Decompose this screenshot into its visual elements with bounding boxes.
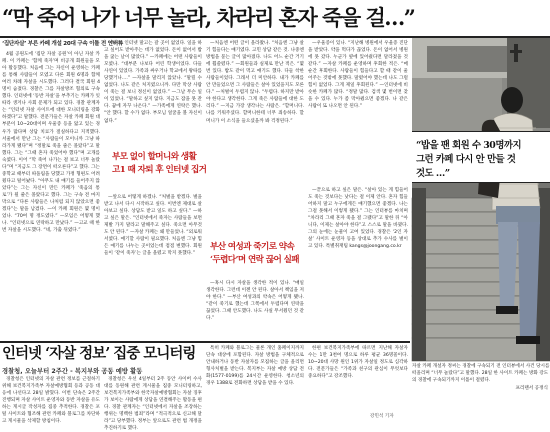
column-2-boxhead xyxy=(112,151,207,177)
bottom-column-4-body: 한편 보건복지가족부에 따르면 지난해 자살자 수는 1만 3천여 명으로 하루 평균 36명꼴이다. 10~20대 사망 원인 1위가 자살일 정도로 심각하다. 전문가들은 “가족과 친구의 관심이 무엇보다 중요하다”고 강조했다. xyxy=(308,346,408,380)
column-4-body-cont: —끝으로 하고 싶은 말은. “살아 있는 게 힘들어도 죽는 것보다는 낫다는 걸 이제 안다. 혼자 힘들어하지 말고 누구에게든 얘기했으면 좋겠다. 나는 그걸 못해서 이렇게 됐다.” 그는 인터뷰를 마치며 “차라리 그때 혼자 죽을 걸 그랬다”고 말한 뒤 “아니다, 이제는 살아야 한다”고 스스로 말을 바꿨다. 그의 눈에는 눈물이 고여 있었다. 경찰은 ‘2인 자살’ 사이트 운영자 등을 상대로 추가 수사를 벌이고 있다. 특별취재팀 kangs@joongang.co.kr xyxy=(308,188,408,250)
boxhead-line-2: ‘두렵다’며 연락 끊어 실패 xyxy=(210,255,299,265)
bottom-column-2-body: 경찰청은 우선 4일부터 2주 동안 사이버 수사대를 동원해 관련 게시물을 집중 모니터링하고, 보건복지가족부와 한국자살예방협회는 자살 징후가 보이는 사람에게 상담을 연결해주는 활동을 편다. 경찰 관계자는 “인터넷에서 자살을 조장하는 행위는 명백한 범죄”라며 “적극적으로 신고해 달라”고 당부했다. 정부는 앞으로도 관련 법 개정을 추진하기로 했다. xyxy=(104,377,202,432)
caption-text: 자살 카페 개설자 정씨는 경찰에 구속되기 전 인터뷰에서 사건 당시를 떠올리며 “너무 놀랐다”고 말했다. 28일 한 사이트 카페는 방화 강도의 경찰에 구속되기까지 이틀이 걸렸다. xyxy=(412,364,550,384)
bottom-column-1 xyxy=(2,376,100,425)
pull-quote xyxy=(412,131,550,183)
news-photo xyxy=(412,38,550,361)
column-1-body: 4월 공원도에 ‘집단 자살 공원’이 아닌 자살 카페. 이 카페는 ‘함께 죽자’며 비공개 회원들을 모아 활동했다. 처음에 그는 자신이 운영하는 카페를 통해 사람들이 모였고 다른 회원 6명과 함께 여러 차례 자살을 시도했다. 그러다 결국 회원 4명이 숨졌다. 경찰은 그를 자살방조 혐의로 구속했다. 인터넷에 ‘동반 자살’을 부추기는 카페가 잇따라 생겨나 사회 문제가 되고 있다. 경찰 관계자는 “인터넷 자살 사이트에 대한 모니터링을 강화하겠다”고 말했다. 전문가들은 자살 카페 회원 대부분이 10~20대이며 우울증 등을 앓고 있는 경우가 많다며 상담 치료가 절실하다고 지적했다. 서울에서 만난 그는 “사람들이 모이니까 그냥 따라가게 됐다”며 “정말로 죽을 줄은 몰랐다”고 말했다. 그는 “그때 혼자 죽었어야 했다”며 고개를 숙였다. 이어 “막 죽어 나가는 걸 보고 너무 놀랐다”며 “지금도 그 장면이 떠오른다”고 했다. 그는 중학교 때부터 따돌림을 당했고 가정 형편도 어려웠다고 털어놨다. “아무도 내 얘기를 들어주지 않았다”는 그는 자신이 만든 카페가 ‘죽음의 통로’가 될 줄은 몰랐다고 했다. 그는 구속 전 마지막으로 “다른 사람들은 나처럼 되지 않았으면 좋겠다”는 말을 남겼다. —이 카페 회원은 몇 명이었나. “70여 명 정도였다.” —모임은 어떻게 했나. “인터넷으로 연락하고 만났다.” —고교 때 한 번 자살을 시도했다. “네, 가출 뒤였다.” xyxy=(2,52,100,234)
boxhead-line-1: 부모 없이 할머니와 생활 xyxy=(112,152,197,162)
secondary-headline: 인터넷 ‘자살 정보’ 집중 모니터링 xyxy=(2,345,196,362)
boxhead-line-1: 부산 여성과 죽기로 약속 xyxy=(210,242,295,252)
article-subhead: ‘집단자살’ 부른 카페 개설 20대 구속 이틀 전 인터뷰 xyxy=(2,41,123,47)
pull-quote-line-3: 것도 …” xyxy=(416,168,450,179)
column-3-body: —처음엔 어떤 글이 올라왔나. “처음엔 그냥 살기 힘들다는 얘기였다. 고민 상담 같은 것. 나중엔 방법을 묻는 글이 많아졌다. 나도 어느 순간 거기에 휩쓸렸다.” —회원들과 실제로 만난 적은. “몇 번 있다. 밥도 같이 먹고 얘기도 했다. 다들 착한 사람들이었다. 그래서 더 미안하다. 내가 카페를 안 만들었으면 그 사람들은 살아 있었을지도 모른다.” —처벌이 두렵지 않나. “두렵다. 하지만 받아야 한다고 생각한다. 그게 죽은 사람들에 대한 도리다.” —지금 가장 생각나는 사람은. “할머니다. 나를 키워주셨다. 할머니한테 너무 죄송하다. 할머니가 이 소식을 들으셨을까 봐 걱정된다.” xyxy=(206,41,304,124)
photo-credit: 프리랜서 공정식 xyxy=(515,386,548,392)
pull-quote-line-1: “밥을 팬 회원 수 30명까지 xyxy=(416,140,522,151)
main-headline: “막 죽어 나가 너무 놀라, 차라리 혼자 죽을 걸…” xyxy=(2,5,415,30)
bottom-column-2 xyxy=(104,376,202,432)
article-column-4 xyxy=(308,40,408,339)
column-4-body: —우울증이 있나. “지난해 병원에서 우울증 진단을 받았다. 약을 먹다가 끊었다. 돈이 없어서 병원에 못 갔다. 누군가 옆에 있어줬다면 달라졌을 것 같다.” —자살 카페를 운영하며 후회한 적은. “매 순간 후회한다. 사람들이 힘들다고 할 때 같이 울어주는 것밖에 못했다. 말렸어야 했는데 나도 그럴 힘이 없었다. 그게 제일 후회된다.” —인터넷에 비슷한 카페가 많다. “정말 많다. 검색 몇 번이면 찾을 수 있다. 누가 좀 막아줬으면 좋겠다. 나 같은 사람이 또 나오면 안 된다.” xyxy=(308,41,408,110)
boxhead-line-2: 고1 때 자퇴 후 인터넷 집거 xyxy=(112,165,207,175)
pull-quote-line-2: 그런 카페 다시 안 만들 것 xyxy=(416,154,516,165)
section-rule xyxy=(0,341,410,343)
bottom-column-1-body: 경찰청은 인터넷의 자살 관련 정보를 근절하기 위해 보건복지가족부 자살예방협회 등과 공동 대응에 나선다고 28일 밝혔다. 이번 단속은 2주간 진행되며 자살 사이트 운영자와 동반 자살을 유도하는 게시글 작성자를 집중 추적한다. 경찰은 포털 사이트와 협조해 관련 카페와 블로그를 차단하고 게시물을 삭제할 방침이다. xyxy=(2,377,100,425)
photo-man-climbing-stairs xyxy=(412,38,550,361)
column-3-boxhead xyxy=(210,241,306,267)
photo-caption xyxy=(412,363,550,392)
bottom-column-4 xyxy=(308,345,408,413)
article-column-1 xyxy=(2,40,123,339)
bottom-column-3-body: 특히 카페와 블로그는 물론 개인 홈페이지까지 단속 대상에 포함된다. 자살 방법을 구체적으로 안내하거나 동반 자살자를 모집하는 글을 올리면 형사처벌을 받는다. 복지부는 자살 예방 상담 전화(1577-0199)를 24시간 운영한다. 청소년의 경우 1388로 전화하면 상담을 받을 수 있다. xyxy=(206,346,304,387)
article-column-2 xyxy=(104,40,207,339)
column-2-body: “(당시) 인터넷 말고는 갈 곳이 없었다. 일을 하고 싶어도 받아주는 데가 없었다. 돈이 없어서 밥을 굶는 날이 많았다.” —카페에는 어떤 사람들이 모였나. “대부분 나보다 어린 학생이었다. 다들 사연이 있었다. 가족과 싸우거나 학교에서 왕따를 당했거나….” —자살을 말리지 않았나. “말릴 수 없었다. 나도 같은 처지였으니까. 다만 막상 사람이 죽는 걸 보니 정신이 없었다.” —그날 무슨 일이 있었나. “말하고 싶지 않다. 지금도 잠을 못 잔다. 꿈에 자꾸 나온다.” —가족에게 연락은 했나. “안 했다. 할 수가 없다. 부모님 얼굴을 볼 자신이 없다.” xyxy=(104,41,202,124)
column-2-body-cont: —앞으로 어떻게 하겠나. “처벌을 받겠다. 벌을 받고 나서 다시 시작하고 싶다. 이번엔 제대로 살아보고 싶다. 상담도 받고 일도 하고 싶다.” —하고 싶은 말은. “인터넷에서 죽자는 사람들을 보면 제발 가지 말라고 말해주고 싶다. 죽으면 아무것도 안 된다.” —자살 카페는 왜 만들었나. “외로워서였다. 얘기할 사람이 필요했다. 처음엔 그냥 힘든 얘기를 나누는 곳이었는데 점점 변했다. 회원들이 ‘같이 죽자’는 글을 올렸고 막지 못했다.” xyxy=(104,195,202,257)
secondary-subhead: 경찰청, 오늘부터 2주간 - 복지부와 공동 예방 활동 xyxy=(2,368,143,375)
bottom-column-3 xyxy=(206,345,304,421)
column-3-body-cont: —혹시 다시 자살을 생각한 적이 있나. “매일 생각한다. 그런데 이젠 안 된다. 살아서 책임을 져야 한다.” —부산 여성과의 약속은 어떻게 됐나. “같이 죽기로 했는데 그쪽에서 두렵다며 연락을 끊었다. 그때 안도했다. 나도 사실 무서웠던 것 같다.” xyxy=(206,281,304,322)
bottom-byline: 강민석 기자 xyxy=(370,414,394,419)
article-column-3 xyxy=(206,40,304,339)
